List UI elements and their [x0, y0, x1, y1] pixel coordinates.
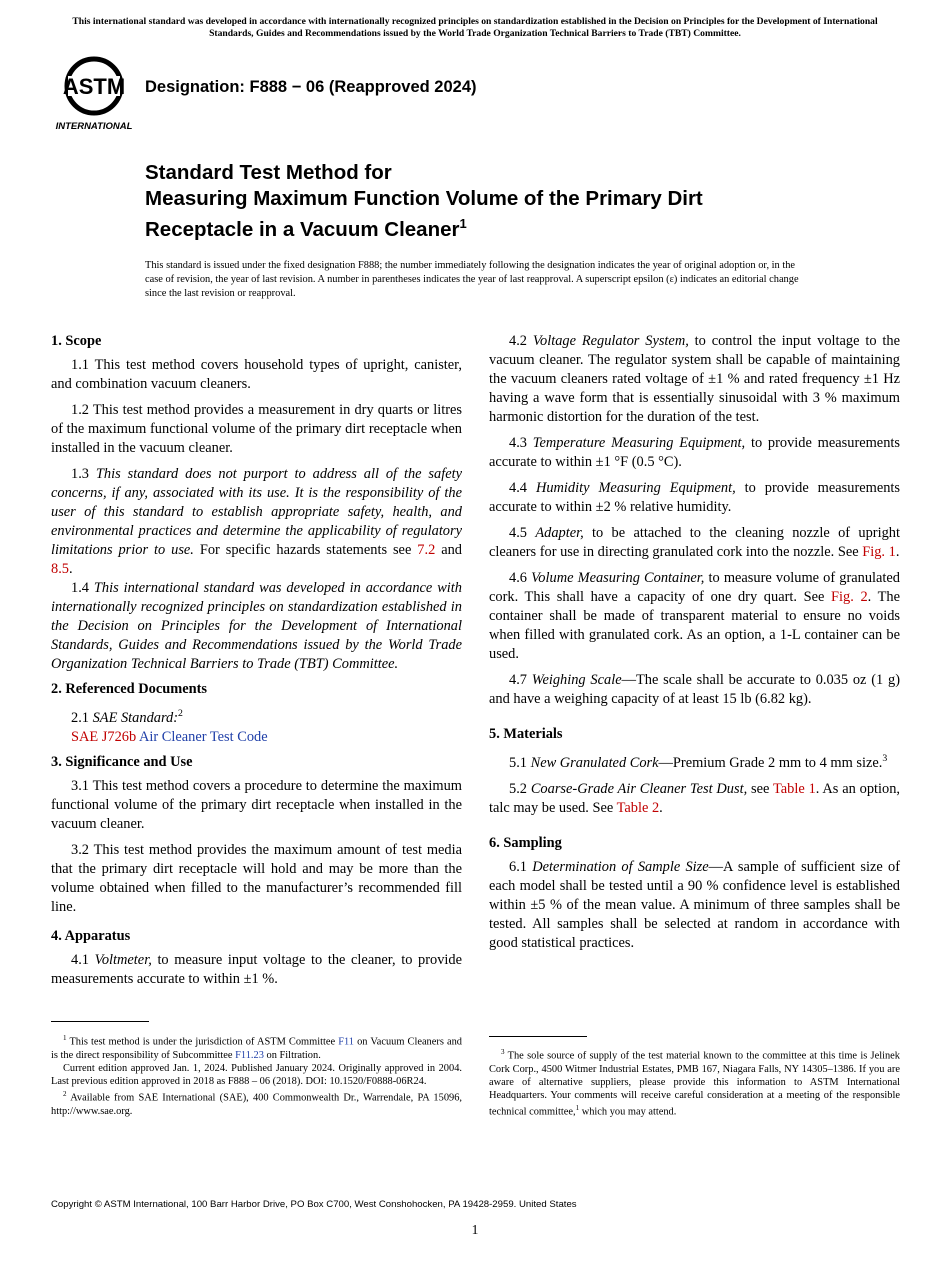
para-1-3: [51, 465, 462, 579]
section-5-heading: 5. Materials: [489, 726, 563, 742]
document-title: [145, 160, 865, 242]
ref-link-7-2[interactable]: 7.2: [417, 542, 436, 558]
ref-link-sae-j726b[interactable]: SAE J726b: [71, 728, 137, 745]
para-label: Voltage Regulator System,: [532, 333, 689, 349]
reference-entry: [51, 728, 462, 747]
section-1-heading: 1. Scope: [51, 333, 102, 349]
para-label: Humidity Measuring Equipment,: [535, 480, 736, 496]
para-text: see: [751, 780, 770, 797]
title-line-1: Standard Test Method for: [145, 161, 392, 184]
footnote-text: This test method is under the jurisdiction of ASTM Committee: [69, 1036, 336, 1048]
para-4-5: [489, 524, 900, 562]
para-5-1: [489, 749, 900, 773]
link-subcommittee-f11-23[interactable]: F11.23: [235, 1049, 264, 1061]
para-num: 4.3: [509, 435, 527, 451]
para-num: 5.1: [509, 754, 527, 771]
section-3-heading: 3. Significance and Use: [51, 753, 193, 770]
para-num: 5.2: [509, 780, 527, 797]
preamble: This standard is issued under the fixed designation F888; the number immediately following the designation indicates the year of original adoption or, in the case of revision, the year of last revision. A number in parentheses indicates the year of last reapproval. A superscript epsilon (ε) indicates an editorial change since the last revision or reapproval.: [145, 260, 799, 299]
logo-letters: ASTM: [62, 74, 126, 99]
footnote-rule-left: [51, 1021, 149, 1022]
para-text: to provide measurements accurate to within ±2 % relative humidity.: [489, 480, 901, 515]
footnote-2: [51, 1088, 462, 1118]
left-column: [51, 332, 462, 989]
footnote-ref-2[interactable]: 2: [178, 708, 183, 719]
copyright: Copyright © ASTM International, 100 Barr Harbor Drive, PO Box C700, West Conshohocken, PA 19428-2959. United States: [51, 1199, 577, 1210]
para-4-4: [489, 479, 900, 517]
title-line-3-text: Receptacle in a Vacuum Cleaner: [145, 217, 460, 241]
right-column: [489, 332, 900, 953]
safety-statement: This standard does not purport to address all of the safety concerns, if any, associated with its use. It is the responsibility of the user of this standard to establish appropriate safety, health, and environmental practices and determine the applicability of regulatory limitations prior to use.: [51, 466, 462, 558]
para-num: 4.7: [509, 672, 527, 688]
para-text: .: [659, 799, 663, 816]
para-label: Weighing Scale: [531, 672, 622, 688]
para-label: Temperature Measuring Equipment,: [532, 435, 746, 451]
astm-logo-graphic: [54, 56, 134, 132]
wto-statement: This international standard was developed in accordance with internationally recognized principles on standardization established in the Decision on Principles for the Development of International Standards, Guides and Recommendations issued by the World Trade Organization Technical Barriers to Trade (TBT) Committee.: [51, 580, 462, 672]
para-text: to be attached to the cleaning nozzle of upright cleaners for use in directing granulated cork into the nozzle. See: [489, 525, 900, 560]
para-text: to provide measurements accurate to within ±1 °F (0.5 °C).: [489, 435, 900, 470]
footnotes-left: [51, 1032, 462, 1118]
para-text: For specific hazards statements see: [199, 542, 412, 558]
footnote-1: [51, 1032, 462, 1062]
para-label: SAE Standard:: [92, 709, 179, 726]
para-4-1: [51, 951, 462, 989]
footnote-text: The sole source of supply of the test material known to the committee at this time is Jelinek Cork Corp., 4500 Witmer Industrial Estates, PMB 167, Niagara Falls, NY 14305–1386. If you are aware of alternative suppliers, please provide this information to ASTM International Headquarters. Your comments will receive careful consideration at a meeting of the responsible technical committee,: [489, 1050, 900, 1118]
para-text: .: [69, 561, 73, 577]
ref-link-air-cleaner-test-code[interactable]: Air Cleaner Test Code: [138, 728, 268, 745]
ref-link-fig-2[interactable]: Fig. 2: [831, 589, 868, 605]
ref-link-8-5[interactable]: 8.5: [51, 561, 69, 577]
para-3-2: 3.2 This test method provides the maximum amount of test media that the primary dirt receptacle will hold and may be more than the volume obtained when filled to the manufacturer’s recommended fill line.: [51, 841, 462, 915]
para-text: to control the input voltage to the vacuum cleaner. The regulator system shall be capable of maintaining the vacuum cleaners rated voltage of ±1 % and rated frequency ±1 Hz having a wave form that is essentially sinusoidal with 3 % maximum harmonic distortion for the duration of the test.: [489, 333, 900, 425]
designation: Designation: F888 − 06 (Reapproved 2024): [145, 78, 477, 96]
section-4-heading: 4. Apparatus: [51, 927, 131, 944]
footnote-ref-3[interactable]: 3: [882, 753, 888, 764]
para-4-6: [489, 569, 900, 664]
title-line-3: [145, 211, 865, 242]
footnote-text: on Filtration.: [266, 1049, 321, 1061]
para-3-1: 3.1 This test method covers a procedure to determine the maximum functional volume of the primary dirt receptacle when installed in the vacuum cleaner.: [51, 777, 462, 832]
para-num: 4.1: [71, 951, 89, 968]
logo-subtitle: INTERNATIONAL: [55, 121, 133, 132]
footnote-text: on Vacuum Cleaners and is the direct responsibility of Subcommittee: [51, 1036, 462, 1061]
para-num: 1.4: [71, 580, 89, 596]
para-text: —Premium Grade 2 mm to 4 mm size.: [658, 754, 883, 771]
para-5-2: [489, 780, 900, 818]
para-2-1: [51, 704, 462, 728]
para-text: to measure volume of granulated cork. This shall have a capacity of one dry quart. See: [489, 570, 900, 605]
para-num: 4.5: [509, 525, 527, 541]
para-text: . The container shall be made of transparent material to ensure no voids when filled with granulated cork. As an option, a 1-L container can be used.: [489, 589, 900, 662]
title-line-2: Measuring Maximum Function Volume of the Primary Dirt: [145, 186, 703, 210]
footnote-text: Available from SAE International (SAE), 400 Commonwealth Dr., Warrendale, PA 15096, http://www.sae.org.: [51, 1092, 462, 1117]
footnote-marker: 2: [63, 1090, 67, 1099]
ref-link-fig-1[interactable]: Fig. 1: [862, 544, 896, 560]
para-4-7: [489, 671, 900, 709]
footnote-rule-right: [489, 1036, 587, 1037]
para-label: Coarse-Grade Air Cleaner Test Dust,: [530, 780, 748, 797]
para-label: Adapter,: [535, 525, 584, 541]
para-text: and: [441, 542, 462, 558]
para-4-3: [489, 434, 900, 472]
footnote-text: which you may attend.: [581, 1106, 677, 1118]
para-label: Determination of Sample Size: [532, 858, 709, 875]
footnote-ref-1[interactable]: 1: [575, 1104, 580, 1113]
para-label: Volume Measuring Container,: [531, 570, 705, 586]
footnote-edition: Current edition approved Jan. 1, 2024. Published January 2024. Originally approved in 2004. Last previous edition approved in 2018 as F888 – 06 (2018). DOI: 10.1520/F0888-06R24.: [51, 1062, 462, 1088]
footnote-marker: 1: [63, 1034, 67, 1042]
para-text: —The scale shall be accurate to 0.035 oz (1 g) and have a weighing capacity of at least 15 lb (6.82 kg).: [489, 672, 900, 707]
footnote-3: [489, 1046, 900, 1119]
link-committee-f11[interactable]: F11: [338, 1036, 354, 1048]
page-number: 1: [471, 1222, 479, 1237]
para-num: 6.1: [509, 858, 527, 875]
para-label: New Granulated Cork: [530, 754, 659, 771]
para-num: 4.2: [509, 333, 527, 349]
para-num: 4.4: [509, 480, 527, 496]
section-2-heading: 2. Referenced Documents: [51, 681, 207, 697]
para-num: 4.6: [509, 570, 527, 586]
section-6-heading: 6. Sampling: [489, 834, 562, 851]
para-label: Voltmeter,: [94, 951, 152, 968]
title-footnote-ref[interactable]: 1: [459, 216, 467, 231]
para-1-2: 1.2 This test method provides a measurement in dry quarts or litres of the maximum functional volume of the primary dirt receptacle when installed in the vacuum cleaner.: [51, 402, 462, 456]
header-note: This international standard was developed in accordance with internationally recognized principles on standardization established in the Decision on Principles for the Development of International Standards, Guides and Recommendations issued by the World Trade Organization Technical Barriers to Trade (TBT) Committee.: [72, 16, 878, 39]
para-text: . As an option, talc may be used. See: [489, 780, 901, 816]
para-4-2: [489, 332, 900, 427]
ref-link-table-2[interactable]: Table 2: [616, 799, 660, 816]
para-1-1: 1.1 This test method covers household types of upright, canister, and combination vacuum cleaners.: [51, 357, 462, 392]
para-num: 2.1: [71, 709, 89, 726]
para-text: .: [895, 544, 900, 560]
footnote-marker: 3: [501, 1048, 505, 1056]
astm-logo: [54, 56, 134, 132]
para-6-1: [489, 858, 900, 953]
para-num: 1.3: [71, 466, 89, 482]
footnotes-right: [489, 1046, 900, 1119]
para-1-4: [51, 579, 462, 674]
para-text: —A sample of sufficient size of each model shall be tested until a 90 % confidence level is established within ±5 % of the mean value. A minimum of three samples shall be tested. All samples shall be selected at random in accordance with good statistical practices.: [489, 858, 901, 951]
para-text: to measure input voltage to the cleaner, to provide measurements accurate to within ±1 %.: [51, 951, 463, 987]
ref-link-table-1[interactable]: Table 1: [773, 780, 816, 797]
